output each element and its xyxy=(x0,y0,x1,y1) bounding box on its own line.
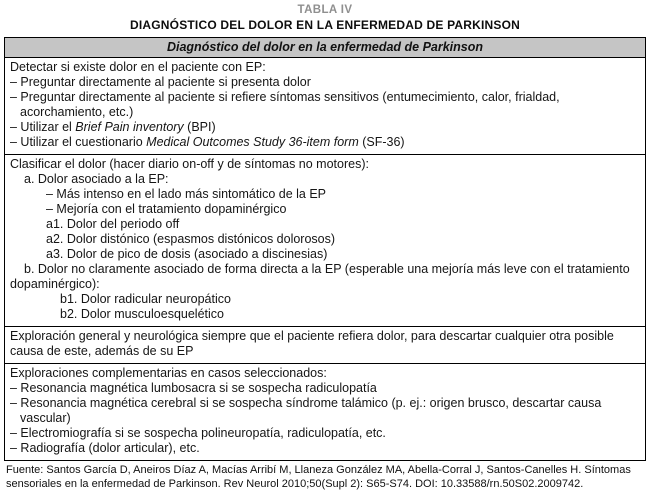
table-line xyxy=(10,366,639,381)
text-segment: a. Dolor asociado a la EP: xyxy=(24,172,169,186)
diagnosis-table xyxy=(4,37,646,461)
table-body xyxy=(5,58,645,460)
table-line xyxy=(10,292,639,307)
text-segment: (BPI) xyxy=(183,120,216,134)
text-segment: – Más intenso en el lado más sintomático de la EP xyxy=(46,187,327,201)
text-segment: – Resonancia magnética cerebral si se sospecha síndrome talámico (p. ej.: origen brusco, descartar causa vascular) xyxy=(10,396,602,425)
text-segment: – Utilizar el xyxy=(10,120,76,134)
table-caption xyxy=(4,4,646,32)
table-line xyxy=(10,90,639,120)
text-segment: b1. Dolor radicular neuropático xyxy=(60,292,231,306)
text-segment: – Electromiografía si se sospecha polineuropatía, radiculopatía, etc. xyxy=(10,426,386,440)
text-segment: Detectar si existe dolor en el paciente con EP: xyxy=(10,60,266,74)
text-segment: b2. Dolor musculoesquelético xyxy=(60,307,224,321)
table-line xyxy=(10,247,639,262)
table-line xyxy=(10,202,639,217)
table-line xyxy=(10,172,639,187)
table-line xyxy=(10,232,639,247)
text-segment: Exploraciones complementarias en casos seleccionados: xyxy=(10,366,327,380)
source-citation: Fuente: Santos García D, Aneiros Díaz A, Macías Arribí M, Llaneza González MA, Abella-Corral J, Santos-Canelles H. Síntomas sensoriales en la enfermedad de Parkinson. Rev Neurol 2010;50(Supl 2): S65-S74. DOI: 10.33588/rn.50S02.2009742. xyxy=(6,464,631,490)
text-segment: – Preguntar directamente al paciente si refiere síntomas sensitivos (entumecimiento, calor, frialdad, acorchamiento, etc.) xyxy=(10,90,560,119)
table-line xyxy=(10,135,639,150)
text-segment: – Mejoría con el tratamiento dopaminérgico xyxy=(46,202,287,216)
text-segment: Exploración general y neurológica siempre que el paciente refiera dolor, para descartar cualquier otra posible causa de este, además de su EP xyxy=(10,329,614,358)
table-line xyxy=(10,441,639,456)
table-title: DIAGNÓSTICO DEL DOLOR EN LA ENFERMEDAD DE PARKINSON xyxy=(130,18,520,32)
text-segment: b. Dolor no claramente asociado de forma directa a la EP (esperable una mejoría más leve con el tratamiento dopaminérgico): xyxy=(10,262,630,291)
table-line xyxy=(10,396,639,426)
text-segment: – Utilizar el cuestionario xyxy=(10,135,147,149)
table-line xyxy=(10,262,639,292)
text-segment: (SF-36) xyxy=(358,135,405,149)
text-segment: a2. Dolor distónico (espasmos distónicos dolorosos) xyxy=(46,232,336,246)
table-line xyxy=(10,381,639,396)
table-line xyxy=(10,329,639,359)
table-number: TABLA IV xyxy=(297,4,353,16)
text-segment: a1. Dolor del periodo off xyxy=(46,217,180,231)
text-segment: Brief Pain inventory xyxy=(75,120,184,134)
table-line xyxy=(10,187,639,202)
table-section xyxy=(5,154,645,326)
text-segment: a3. Dolor de pico de dosis (asociado a discinesias) xyxy=(46,247,328,261)
table-line xyxy=(10,60,639,75)
text-segment: – Preguntar directamente al paciente si presenta dolor xyxy=(10,75,311,89)
table-line xyxy=(10,217,639,232)
table-line xyxy=(10,120,639,135)
table-header: Diagnóstico del dolor en la enfermedad de Parkinson xyxy=(5,38,645,58)
text-segment: Clasificar el dolor (hacer diario on-off y de síntomas no motores): xyxy=(10,157,369,171)
text-segment: – Resonancia magnética lumbosacra si se sospecha radiculopatía xyxy=(10,381,377,395)
table-line xyxy=(10,75,639,90)
table-line xyxy=(10,157,639,172)
table-section xyxy=(5,363,645,460)
table-section xyxy=(5,326,645,363)
text-segment: – Radiografía (dolor articular), etc. xyxy=(10,441,200,455)
table-section xyxy=(5,58,645,154)
table-line xyxy=(10,307,639,322)
table-line xyxy=(10,426,639,441)
text-segment: Medical Outcomes Study 36-item form xyxy=(146,135,359,149)
